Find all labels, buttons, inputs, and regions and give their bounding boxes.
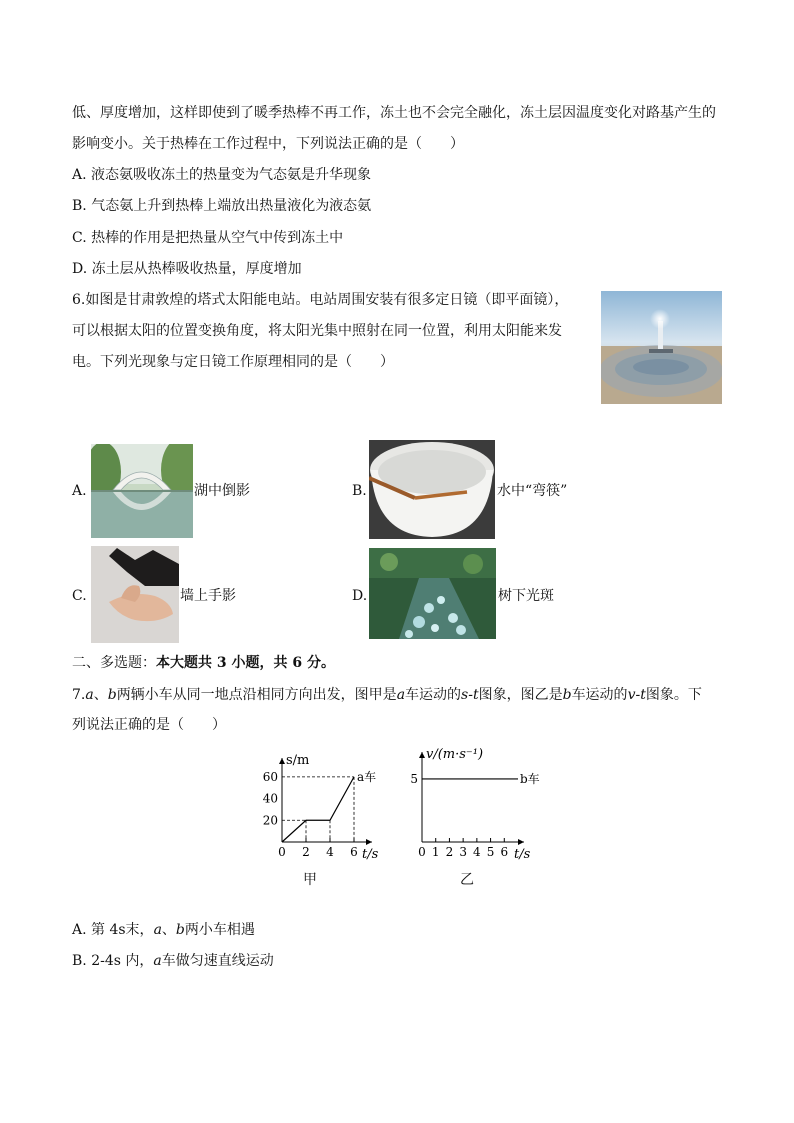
q5-option-d: D. 冻土层从热棒吸收热量，厚度增加 (72, 261, 302, 277)
solar-tower-photo (601, 291, 722, 404)
q6-stem-line3: 电。下列光现象与定日镜工作原理相同的是（ ） (72, 354, 394, 370)
y-axis-arrow (419, 752, 425, 758)
q5-option-c: C. 热棒的作用是把热量从空气中传到冻土中 (72, 230, 344, 246)
x-axis-label: t/s (514, 847, 531, 862)
bent-chopstick-photo (369, 440, 495, 539)
chart-yi (400, 738, 550, 878)
q7-option-a-sep: 、 (161, 922, 176, 938)
y-tick-label: 5 (410, 771, 418, 786)
section2-prefix: 二、多选题： (72, 655, 156, 671)
chart-yi-caption: 乙 (460, 872, 474, 888)
q7-option-a-post: 两小车相遇 (184, 922, 255, 938)
section2-heading (72, 653, 335, 673)
x-tick-label: 1 (431, 845, 440, 859)
q7-option-b-a: a (153, 953, 162, 969)
x-tick-label: 2 (445, 845, 454, 859)
section2-bold: 本大题共 3 小题，共 6 分。 (156, 655, 335, 671)
q6-option-d-caption: 树下光斑 (498, 588, 554, 604)
q6-option-a-caption: 湖中倒影 (194, 483, 250, 499)
x-tick-label: 5 (486, 845, 495, 859)
q7-option-a-a: a (153, 922, 162, 938)
y-axis-label: v/(m·s⁻¹) (426, 747, 484, 762)
x-tick-label: 6 (350, 845, 358, 859)
x-tick-label: 2 (302, 845, 310, 859)
q6-stem-line1: 6.如图是甘肃敦煌的塔式太阳能电站。电站周围安装有很多定日镜（即平面镜）， (72, 292, 569, 308)
q7-option-a-pre: A. 第 4s末， (72, 922, 154, 938)
q7-vt: v-t (627, 687, 646, 703)
series-label: a车 (357, 769, 377, 784)
q6-option-b-caption: 水中“弯筷” (497, 483, 568, 499)
q5-stem-line1: 低、厚度增加，这样即使到了暖季热棒不再工作，冻土也不会完全融化，冻土层因温度变化对路基产生的 (72, 105, 716, 121)
q7-sep: 、 (93, 687, 108, 703)
q5-stem-line2: 影响变小。关于热棒在工作过程中，下列说法正确的是（ ） (72, 136, 464, 152)
chart-jia-caption: 甲 (303, 872, 317, 888)
x-tick-label: 4 (326, 845, 334, 859)
q6-option-d-letter: D. (352, 588, 368, 604)
q7-b2: b (562, 687, 572, 703)
x-tick-label: 0 (278, 845, 286, 859)
series-label: b车 (520, 771, 540, 786)
q7-num: 7. (72, 687, 86, 703)
q6-option-b-letter: B. (352, 483, 367, 499)
hand-shadow-photo (91, 546, 179, 643)
q7-b: b (107, 687, 117, 703)
q7-option-b-pre: B. 2-4s 内， (72, 953, 154, 969)
q6-option-c-caption: 墙上手影 (180, 588, 236, 604)
x-tick-label: 3 (459, 845, 467, 859)
q5-option-b: B. 气态氨上升到热棒上端放出热量液化为液态氨 (72, 198, 372, 214)
q7-st: s-t (461, 687, 479, 703)
series-line (282, 777, 354, 842)
x-tick-label: 0 (418, 845, 426, 859)
y-axis-arrow (279, 758, 285, 764)
q7-option-a (72, 920, 255, 940)
y-axis-label: s/m (286, 753, 310, 768)
q6-option-a-letter: A. (72, 483, 87, 499)
q7-t3: 图象，图乙是 (478, 687, 563, 703)
q7-stem-line1 (72, 685, 702, 705)
q7-t4: 车运动的 (571, 687, 628, 703)
q7-a: a (85, 687, 94, 703)
q7-t2: 车运动的 (405, 687, 462, 703)
q7-option-a-b: b (175, 922, 185, 938)
x-axis-arrow (518, 839, 524, 845)
q7-t1: 两辆小车从同一地点沿相同方向出发，图甲是 (116, 687, 397, 703)
x-axis-arrow (366, 839, 372, 845)
y-tick-label: 60 (262, 769, 278, 784)
x-tick-label: 4 (473, 845, 481, 859)
q7-a2: a (396, 687, 406, 703)
x-tick-label: 6 (500, 845, 509, 859)
lake-reflection-photo (91, 444, 193, 538)
y-tick-label: 40 (262, 791, 278, 806)
q7-option-b-post: 车做匀速直线运动 (161, 953, 274, 969)
chart-jia (258, 738, 398, 878)
q7-option-b (72, 951, 274, 971)
q7-t5: 图象。下 (645, 687, 702, 703)
q6-stem-line2: 可以根据太阳的位置变换角度，将太阳光集中照射在同一位置，利用太阳能来发 (72, 323, 562, 339)
x-axis-label: t/s (362, 847, 379, 862)
q6-option-c-letter: C. (72, 588, 87, 604)
light-spots-photo (369, 548, 496, 639)
q7-stem-line2: 列说法正确的是（ ） (72, 717, 226, 733)
q5-option-a: A. 液态氨吸收冻土的热量变为气态氨是升华现象 (72, 167, 372, 183)
y-tick-label: 20 (262, 813, 278, 828)
